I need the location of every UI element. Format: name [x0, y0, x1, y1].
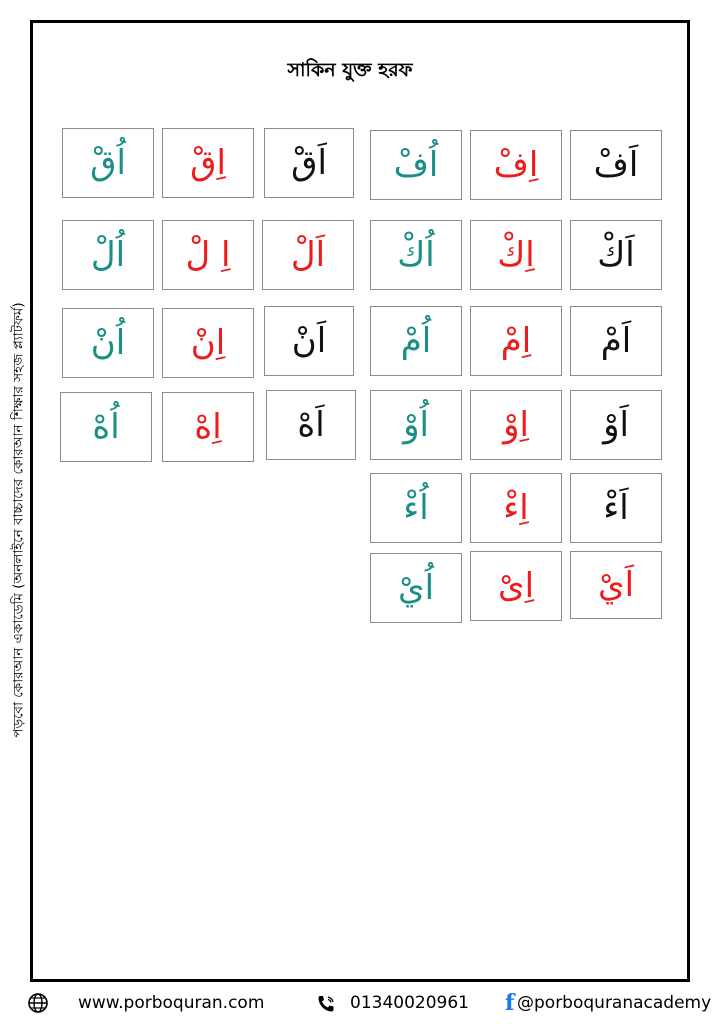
letter-card: اُنْ — [62, 308, 154, 378]
footer — [0, 990, 724, 1018]
letter-card: اِوْ — [470, 390, 562, 460]
letter-card: اَيْ — [570, 551, 662, 619]
letter-card: اَءْ — [570, 473, 662, 543]
letter-card: اَكْ — [570, 220, 662, 290]
letter-card: اُوْ — [370, 390, 462, 460]
letter-card: اَوْ — [570, 390, 662, 460]
letter-card: اُقْ — [62, 128, 154, 198]
letter-card: اَقْ — [264, 128, 354, 198]
phone-icon — [316, 994, 336, 1019]
letter-card: اَفْ — [570, 130, 662, 200]
letter-card: اِكْ — [470, 220, 562, 290]
letter-card: اَمْ — [570, 306, 662, 376]
letter-card: اِ لْ — [162, 220, 254, 290]
letter-card: اِىْ — [470, 551, 562, 621]
globe-icon — [27, 992, 49, 1019]
letter-card: اُكْ — [370, 220, 462, 290]
letter-card: اُهْ — [60, 392, 152, 462]
letter-card: اَلْ — [262, 220, 354, 290]
page-title: সাকিন যুক্ত হরফ — [287, 59, 413, 81]
letter-card: اُمْ — [370, 306, 462, 376]
facebook-icon: f — [505, 990, 515, 1016]
letter-card: اُفْ — [370, 130, 462, 200]
letter-card: اِقْ — [162, 128, 254, 198]
letter-card: اُيْ — [370, 553, 462, 623]
facebook-handle[interactable]: @porboquranacademy — [517, 993, 712, 1013]
phone-number[interactable]: 01340020961 — [350, 993, 469, 1013]
letter-card: اِءْ — [470, 473, 562, 543]
letter-card: اُءْ — [370, 473, 462, 543]
letter-card: اَهْ — [266, 390, 356, 460]
letter-card: اِفْ — [470, 130, 562, 200]
letter-card: اَنْ — [264, 306, 354, 376]
website-link[interactable]: www.porboquran.com — [78, 993, 265, 1013]
letter-card: اُلْ — [62, 220, 154, 290]
side-text: পড়বো কোরআন একাডেমি (অনলাইনে বাচ্চাদের কোরআন শিক্ষার সহজ প্ল্যাটফর্ম) — [10, 302, 27, 738]
letter-card: اِمْ — [470, 306, 562, 376]
letter-card: اِهْ — [162, 392, 254, 462]
letter-card: اِنْ — [162, 308, 254, 378]
